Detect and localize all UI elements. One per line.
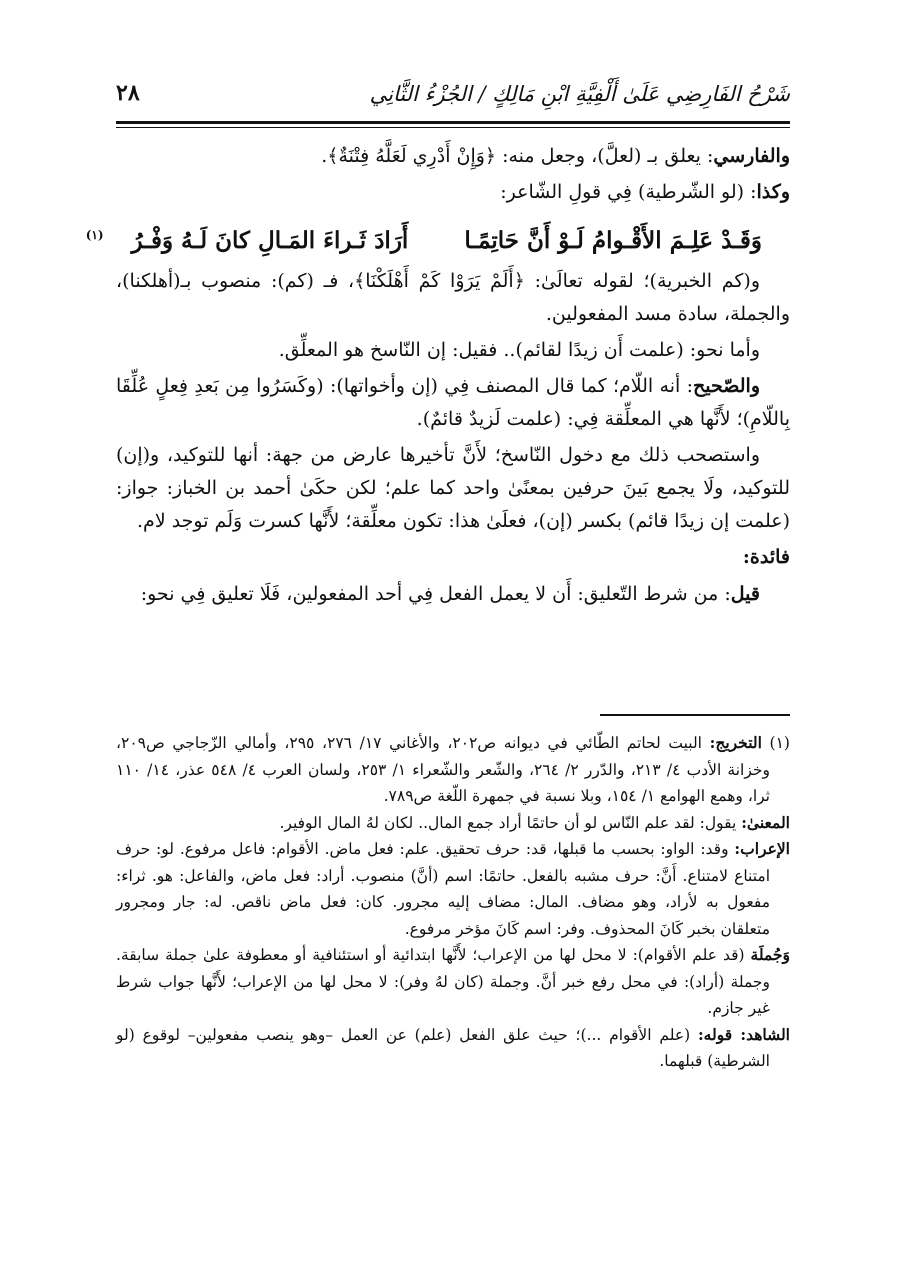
page-number: ٢٨ — [116, 80, 140, 106]
page-header — [116, 76, 790, 118]
main-text — [85, 140, 790, 614]
footnote-label: التخريج: — [709, 733, 762, 752]
footnote-separator — [600, 714, 790, 716]
header-rule-thin — [116, 127, 790, 128]
running-title: شَرْحُ الفَارِضِي عَلَىٰ أَلْفِيَّةِ ابْنِ مَالِكٍ / الجُزْءُ الثَّانِي — [369, 82, 790, 106]
paragraph-text: : من شرط التّعليق: أَن لا يعمل الفعل فِي أحد المفعولين، فَلَا تعليق فِي نحو: — [140, 582, 731, 605]
verse-hemistich-first: وَقَـدْ عَلِـمَ الأَقْـوامُ لَـوْ أَنَّ حَاتِمًـا — [464, 226, 762, 254]
term-label: والصّحيح — [693, 374, 760, 397]
footnote-text: (علم الأقوام ...)؛ حيث علق الفعل (علم) عن العمل –وهو ينصب مفعولين– لوقوع (لو الشرطية) قبلهما. — [116, 1025, 770, 1070]
paragraph-text: : أنه اللّام؛ كما قال المصنف فِي (إن وأخواتها): (وكَسَرُوا مِن بَعدِ فِعلٍ عُلِّقَا بِاللّامِ)؛ لأَنَّها هي المعلِّقة فِي: (علمت لَزيدٌ قائمٌ). — [116, 374, 790, 430]
footnote-text: وقد: الواو: بحسب ما قبلها، قد: حرف تحقيق. علم: فعل ماض. الأقوام: فاعل مرفوع. لو: حرف امتناع لامتناع. أَنَّ: حرف مشبه بالفعل. حاتمًا: اسم (أنَّ) منصوب. أراد: فعل ماض، والفاعل: هو. ثراء: مفعول به لأراد، وهو مضاف. المال: مضاف إليه مجرور. كان: فعل ماض ناقص. له: جار ومجرور متعلقان بخبر كَانَ المحذوف. وفر: اسم كَانَ مؤخر مرفوع. — [116, 840, 770, 938]
paragraph-text: : (لو الشّرطية) فِي قولِ الشّاعر: — [500, 181, 757, 203]
footnote-text: البيت لحاتم الطّائي في ديوانه ص٢٠٢، والأغاني ١٧/ ٢٧٦، ٢٩٥، وأمالي الزّجاجي ص٢٠٩، وخزانة الأدب ٤/ ٢١٣، والدّرر ٢/ ٢٦٤، والشّعر والشّعراء ١/ ٢٥٣، ولسان العرب ٤/ ٥٤٨ عذر، ١٤/ ١١٠ ثرا، وهمع الهوامع ١/ ١٥٤، وبلا نسبة في جمهرة اللّغة ص٧٨٩. — [116, 734, 770, 805]
verse-hemistich-second: أَرَادَ ثَـراءَ المَـالِ كانَ لَـهُ وَفْـرُ — [131, 226, 409, 254]
paragraph-condition — [116, 578, 790, 611]
footnote-meaning — [116, 810, 790, 837]
footnote-takhrij — [116, 730, 790, 810]
footnote-label: وَجُملَة — [750, 945, 790, 964]
footnote-reference: (١) — [85, 228, 104, 242]
paragraph-text: : يعلق بـ (لعلَّ)، وجعل منه: ﴿وَإِنْ أَدْرِي لَعَلَّهُ فِتْنَةٌ﴾. — [321, 145, 714, 167]
footnote-label: الإعراب: — [734, 839, 790, 858]
term-label: قيل — [730, 582, 760, 605]
term-label: وكذا — [756, 181, 790, 203]
footnote-irab — [116, 836, 790, 942]
paragraph-lau — [116, 176, 790, 209]
footnote-label: الشاهد: قوله: — [697, 1024, 790, 1044]
footnote-text: يقول: لقد علم النّاس لو أن حاتمًا أراد جمع المال.. لكان لهُ المال الوفير. — [279, 813, 737, 832]
paragraph-istishab: واستصحب ذلك مع دخول النّاسخ؛ لأَنَّ تأخيرها عارض من جهة: أنها للتوكيد، و(إن) للتوكيد، ولَا يجمع بَينَ حرفين بمعنًىٰ واحد كما علم؛ لكن حكَىٰ أحمد بن الخباز: جواز: (علمت إن زيدًا قائم) بكسر (إن)، فعلَىٰ هذا: تكون معلِّقة؛ لأَنَّها كسرت وَلَم توجد لام. — [116, 443, 790, 532]
footnote-sentences — [116, 942, 790, 1022]
paragraph-correct — [116, 370, 790, 436]
footnote-shahid — [116, 1022, 790, 1075]
term-label: والفارسي — [713, 145, 790, 167]
paragraph-example: وأما نحو: (علمت أَن زيدًا لقائم).. فقيل: إن النّاسخ هو المعلِّق. — [278, 338, 760, 361]
header-rule-thick — [116, 121, 790, 124]
footnote-number: (١) — [769, 734, 790, 752]
footnotes — [116, 730, 790, 1075]
footnote-text: (قد علم الأقوام): لا محل لها من الإعراب؛ لأَنَّها ابتدائية أو استئنافية أو معطوفة علىٰ جملة سابقة. وجملة (أراد): في محل رفع خبر أنَّ. وجملة (كان لهُ وفر): لا محل لها من الإعراب؛ لأَنَّها جواب شرط غير جازم. — [116, 946, 770, 1017]
paragraph-farisi — [116, 140, 790, 173]
section-heading-faida: فائدة: — [742, 545, 790, 568]
poetry-verse — [85, 219, 790, 257]
footnote-label: المعنىٰ: — [741, 812, 790, 832]
paragraph-kam: و(كم الخبرية)؛ لقوله تعالَىٰ: ﴿أَلَمْ يَرَوْا كَمْ أَهْلَكْنَا﴾، فـ (كم): منصوب بـ(أهلكنا)، والجملة، سادة مسد المفعولين. — [116, 269, 790, 325]
